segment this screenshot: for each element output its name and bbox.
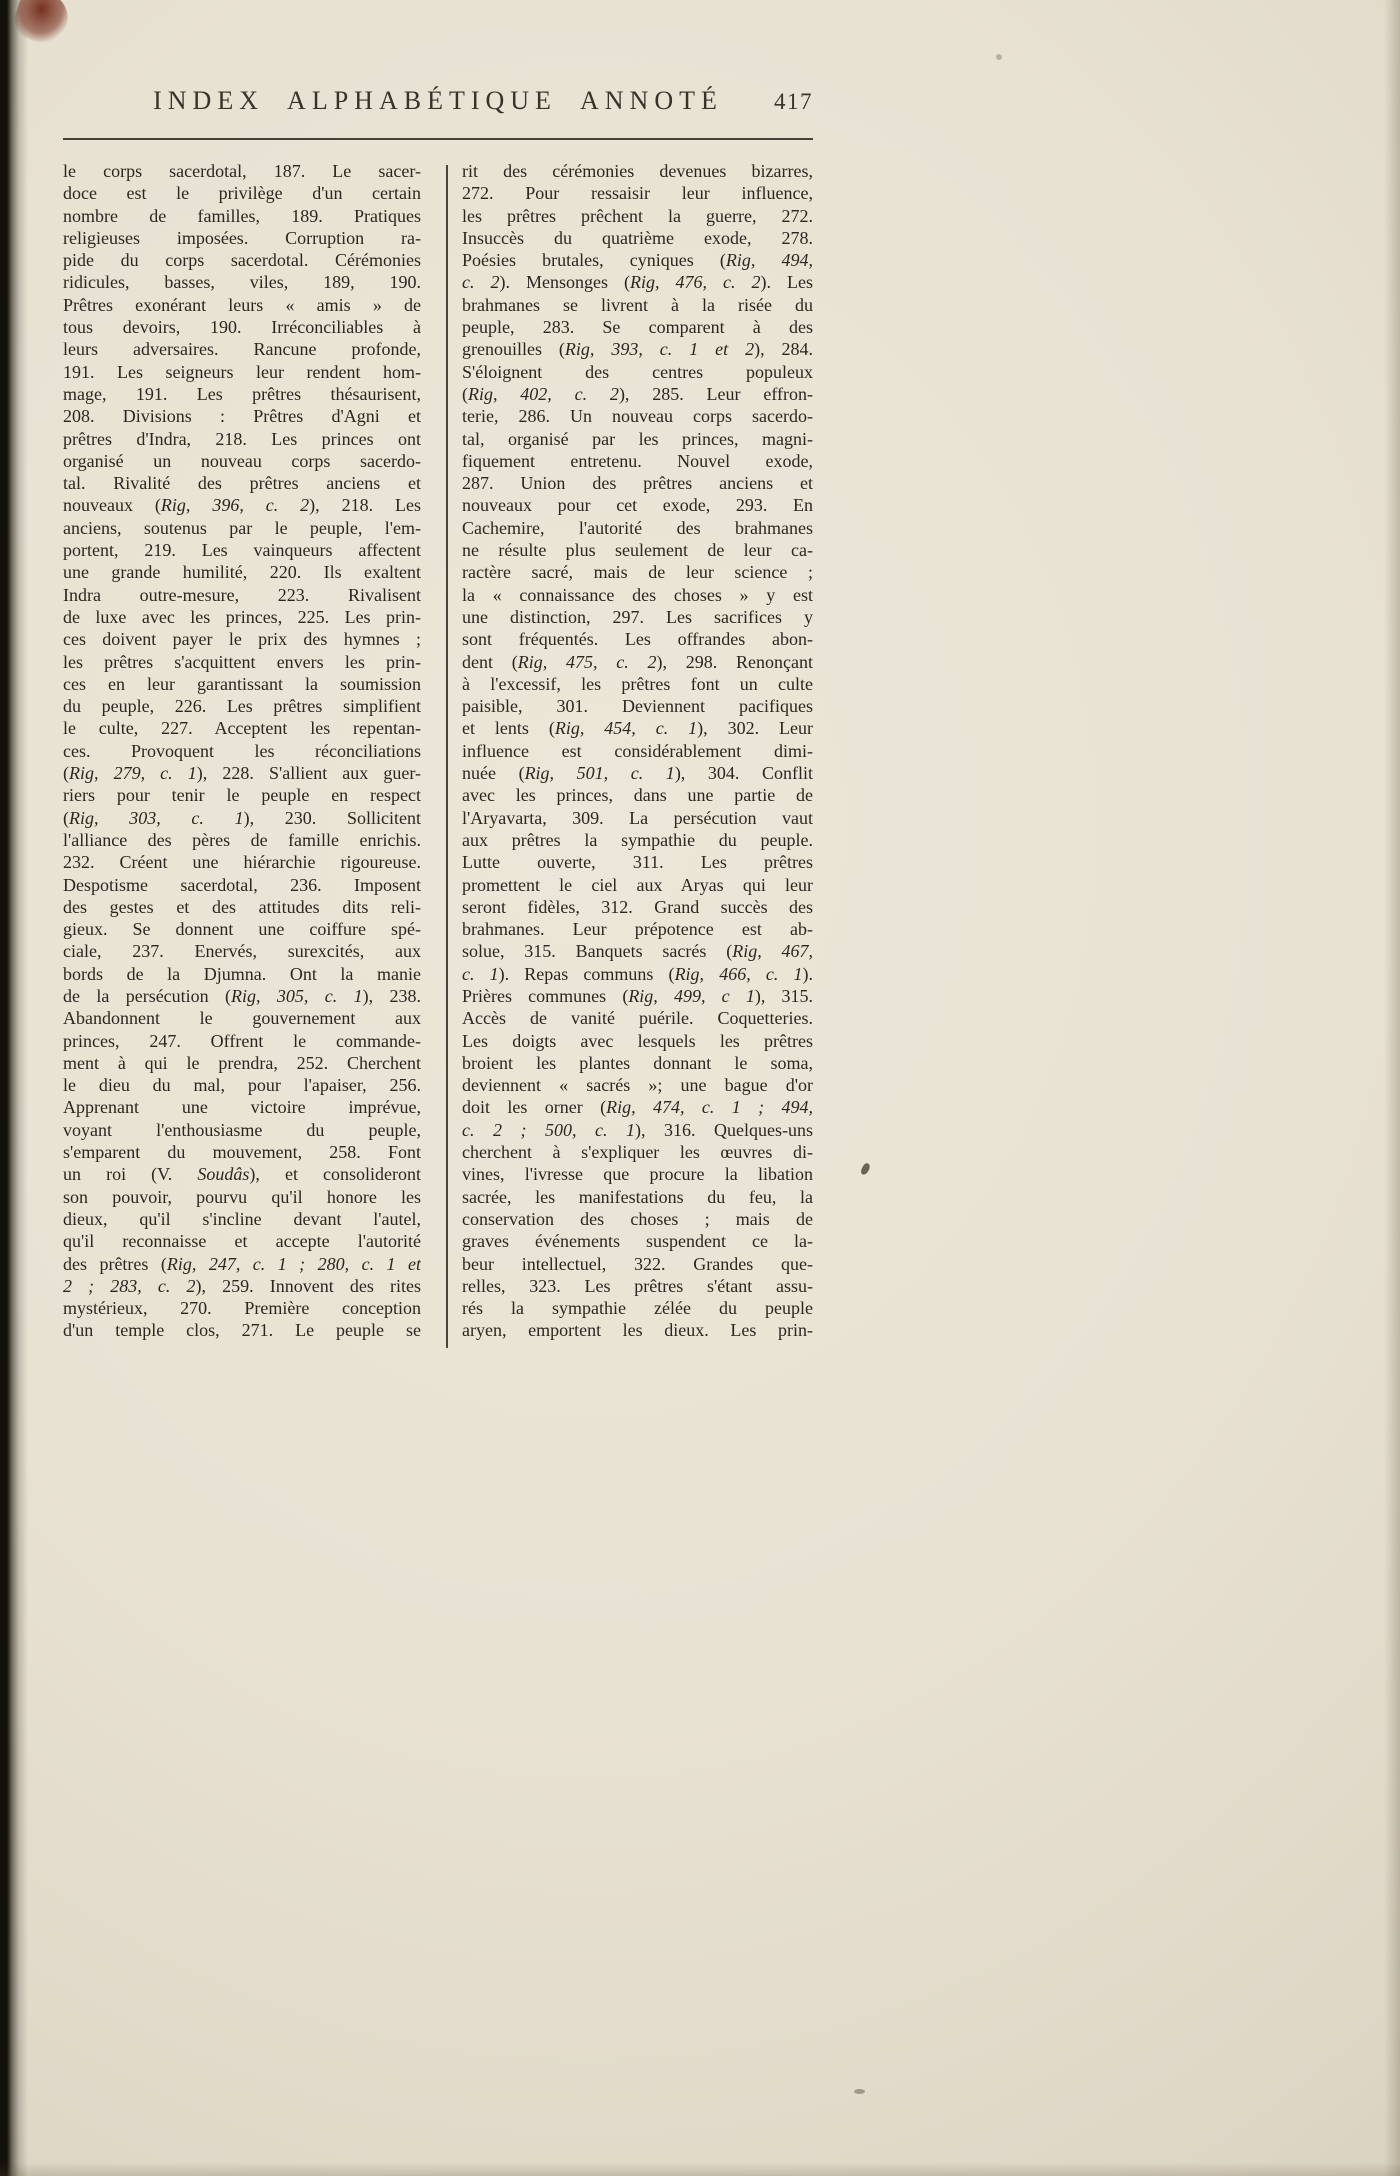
text-line: tous devoirs, 190. Irréconciliables à <box>63 317 421 338</box>
text-line: portent, 219. Les vainqueurs affectent <box>63 540 421 561</box>
ink-speck <box>854 2089 865 2094</box>
text-line: Despotisme sacerdotal, 236. Imposent <box>63 874 421 895</box>
text-line: l'alliance des pères de famille enrichis. <box>63 829 421 850</box>
page-header <box>63 86 813 128</box>
text-line: graves événements suspendent ce la- <box>462 1231 813 1252</box>
scan-edge-shadow-left <box>0 0 28 2176</box>
text-line: leurs adversaires. Rancune profonde, <box>63 339 421 360</box>
text-line: des gestes et des attitudes dits reli- <box>63 896 421 917</box>
text-line: influence est considérablement dimi- <box>462 740 813 761</box>
index-column-left <box>63 160 421 1342</box>
text-line: paisible, 301. Deviennent pacifiques <box>462 696 813 717</box>
text-line: tal. Rivalité des prêtres anciens et <box>63 473 421 494</box>
text-line: nombre de familles, 189. Pratiques <box>63 205 421 226</box>
text-line: Lutte ouverte, 311. Les prêtres <box>462 852 813 873</box>
text-line: Insuccès du quatrième exode, 278. <box>462 227 813 248</box>
text-line: promettent le ciel aux Aryas qui leur <box>462 874 813 895</box>
text-line: 272. Pour ressaisir leur influence, <box>462 183 813 204</box>
text-line: une grande humilité, 220. Ils exaltent <box>63 562 421 583</box>
ink-speck <box>860 1162 871 1176</box>
text-line: nouveaux pour cet exode, 293. En <box>462 495 813 516</box>
text-line: le dieu du mal, pour l'apaiser, 256. <box>63 1075 421 1096</box>
text-line: ces. Provoquent les réconciliations <box>63 740 421 761</box>
text-line: peuple, 283. Se comparent à des <box>462 317 813 338</box>
text-line: (Rig, 303, c. 1), 230. Sollicitent <box>63 807 421 828</box>
text-line: les prêtres s'acquittent envers les prin- <box>63 651 421 672</box>
text-line: et lents (Rig, 454, c. 1), 302. Leur <box>462 718 813 739</box>
text-line: vines, l'ivresse que procure la libation <box>462 1164 813 1185</box>
text-line: Cachemire, l'autorité des brahmanes <box>462 517 813 538</box>
index-column-right <box>462 160 813 1342</box>
text-line: (Rig, 402, c. 2), 285. Leur effron- <box>462 383 813 404</box>
text-line: Indra outre-mesure, 223. Rivalisent <box>63 584 421 605</box>
text-line: ment à qui le prendra, 252. Cherchent <box>63 1052 421 1073</box>
text-line: brahmanes se livrent à la risée du <box>462 294 813 315</box>
text-line: des prêtres (Rig, 247, c. 1 ; 280, c. 1 et <box>63 1253 421 1274</box>
text-line: fiquement entretenu. Nouvel exode, <box>462 450 813 471</box>
text-line: gieux. Se donnent une coiffure spé- <box>63 919 421 940</box>
text-line: relles, 323. Les prêtres s'étant assu- <box>462 1275 813 1296</box>
text-line: du peuple, 226. Les prêtres simplifient <box>63 696 421 717</box>
text-line: Prêtres exonérant leurs « amis » de <box>63 294 421 315</box>
text-line: 191. Les seigneurs leur rendent hom- <box>63 361 421 382</box>
text-line: de la persécution (Rig, 305, c. 1), 238. <box>63 985 421 1006</box>
page-number: 417 <box>774 89 813 114</box>
text-line: (Rig, 279, c. 1), 228. S'allient aux guer- <box>63 763 421 784</box>
text-line: ces en leur garantissant la soumission <box>63 673 421 694</box>
ink-speck <box>996 54 1002 60</box>
text-line: c. 1). Repas communs (Rig, 466, c. 1). <box>462 963 813 984</box>
header-rule <box>63 138 813 140</box>
text-line: riers pour tenir le peuple en respect <box>63 785 421 806</box>
text-line: S'éloignent des centres populeux <box>462 361 813 382</box>
text-line: tal, organisé par les princes, magni- <box>462 428 813 449</box>
text-line: 2 ; 283, c. 2), 259. Innovent des rites <box>63 1275 421 1296</box>
text-line: Prières communes (Rig, 499, c 1), 315. <box>462 985 813 1006</box>
text-line: deviennent « sacrés »; une bague d'or <box>462 1075 813 1096</box>
text-line: 208. Divisions : Prêtres d'Agni et <box>63 406 421 427</box>
text-line: dent (Rig, 475, c. 2), 298. Renonçant <box>462 651 813 672</box>
text-line: ces doivent payer le prix des hymnes ; <box>63 629 421 650</box>
text-line: Abandonnent le gouvernement aux <box>63 1008 421 1029</box>
text-line: le corps sacerdotal, 187. Le sacer- <box>63 161 421 181</box>
text-line: son pouvoir, pourvu qu'il honore les <box>63 1186 421 1207</box>
text-line: ractère sacré, mais de leur science ; <box>462 562 813 583</box>
text-line: grenouilles (Rig, 393, c. 1 et 2), 284. <box>462 339 813 360</box>
text-line: c. 2). Mensonges (Rig, 476, c. 2). Les <box>462 272 813 293</box>
text-line: d'un temple clos, 271. Le peuple se <box>63 1320 421 1341</box>
text-line: religieuses imposées. Corruption ra- <box>63 227 421 248</box>
running-title: INDEX ALPHABÉTIQUE ANNOTÉ <box>153 86 723 115</box>
text-line: aryen, emportent les dieux. Les prin- <box>462 1320 813 1341</box>
text-line: pide du corps sacerdotal. Cérémonies <box>63 250 421 271</box>
text-line: solue, 315. Banquets sacrés (Rig, 467, <box>462 941 813 962</box>
scan-edge-shadow-right <box>1384 0 1400 2176</box>
text-line: bords de la Djumna. Ont la manie <box>63 963 421 984</box>
text-line: seront fidèles, 312. Grand succès des <box>462 896 813 917</box>
text-line: nuée (Rig, 501, c. 1), 304. Conflit <box>462 763 813 784</box>
text-line: anciens, soutenus par le peuple, l'em- <box>63 517 421 538</box>
text-line: Les doigts avec lesquels les prêtres <box>462 1030 813 1051</box>
text-line: sont fréquentés. Les offrandes abon- <box>462 629 813 650</box>
text-line: aux prêtres la sympathie du peuple. <box>462 829 813 850</box>
text-line: Apprenant une victoire imprévue, <box>63 1097 421 1118</box>
text-line: mystérieux, 270. Première conception <box>63 1298 421 1319</box>
text-line: la « connaissance des choses » y est <box>462 584 813 605</box>
text-line: dieux, qu'il s'incline devant l'autel, <box>63 1208 421 1229</box>
text-line: ne résulte plus seulement de leur ca- <box>462 540 813 561</box>
text-line: 287. Union des prêtres anciens et <box>462 473 813 494</box>
text-line: le culte, 227. Acceptent les repentan- <box>63 718 421 739</box>
text-line: prêtres d'Indra, 218. Les princes ont <box>63 428 421 449</box>
text-line: beur intellectuel, 322. Grandes que- <box>462 1253 813 1274</box>
text-line: ridicules, basses, viles, 189, 190. <box>63 272 421 293</box>
text-line: rés la sympathie zélée du peuple <box>462 1298 813 1319</box>
text-line: avec les princes, dans une partie de <box>462 785 813 806</box>
text-line: l'Aryavarta, 309. La persécution vaut <box>462 807 813 828</box>
text-line: Poésies brutales, cyniques (Rig, 494, <box>462 250 813 271</box>
text-line: nouveaux (Rig, 396, c. 2), 218. Les <box>63 495 421 516</box>
text-line: rit des cérémonies devenues bizarres, <box>462 161 813 181</box>
text-line: mage, 191. Les prêtres thésaurisent, <box>63 383 421 404</box>
text-line: c. 2 ; 500, c. 1), 316. Quelques-uns <box>462 1119 813 1140</box>
text-line: une distinction, 297. Les sacrifices y <box>462 606 813 627</box>
text-line: 232. Créent une hiérarchie rigoureuse. <box>63 852 421 873</box>
text-line: conservation des choses ; mais de <box>462 1208 813 1229</box>
text-line: broient les plantes donnant le soma, <box>462 1052 813 1073</box>
text-line: brahmanes. Leur prépotence est ab- <box>462 919 813 940</box>
text-line: s'emparent du mouvement, 258. Font <box>63 1142 421 1163</box>
index-text-block <box>63 160 813 1360</box>
text-line: doce est le privilège d'un certain <box>63 183 421 204</box>
text-line: qu'il reconnaisse et accepte l'autorité <box>63 1231 421 1252</box>
text-line: terie, 286. Un nouveau corps sacerdo- <box>462 406 813 427</box>
text-line: de luxe avec les princes, 225. Les prin- <box>63 606 421 627</box>
text-line: à l'excessif, les prêtres font un culte <box>462 673 813 694</box>
scan-edge-shadow-bottom <box>0 2162 1400 2176</box>
text-line: ciale, 237. Enervés, surexcités, aux <box>63 941 421 962</box>
text-line: doit les orner (Rig, 474, c. 1 ; 494, <box>462 1097 813 1118</box>
column-divider-rule <box>446 165 448 1348</box>
text-line: sacrée, les manifestations du feu, la <box>462 1186 813 1207</box>
text-line: un roi (V. Soudâs), et consolideront <box>63 1164 421 1185</box>
text-line: organisé un nouveau corps sacerdo- <box>63 450 421 471</box>
text-line: cherchent à s'expliquer les œuvres di- <box>462 1142 813 1163</box>
text-line: Accès de vanité puérile. Coquetteries. <box>462 1008 813 1029</box>
text-line: voyant l'enthousiasme du peuple, <box>63 1119 421 1140</box>
text-line: princes, 247. Offrent le commande- <box>63 1030 421 1051</box>
text-line: les prêtres prêchent la guerre, 272. <box>462 205 813 226</box>
